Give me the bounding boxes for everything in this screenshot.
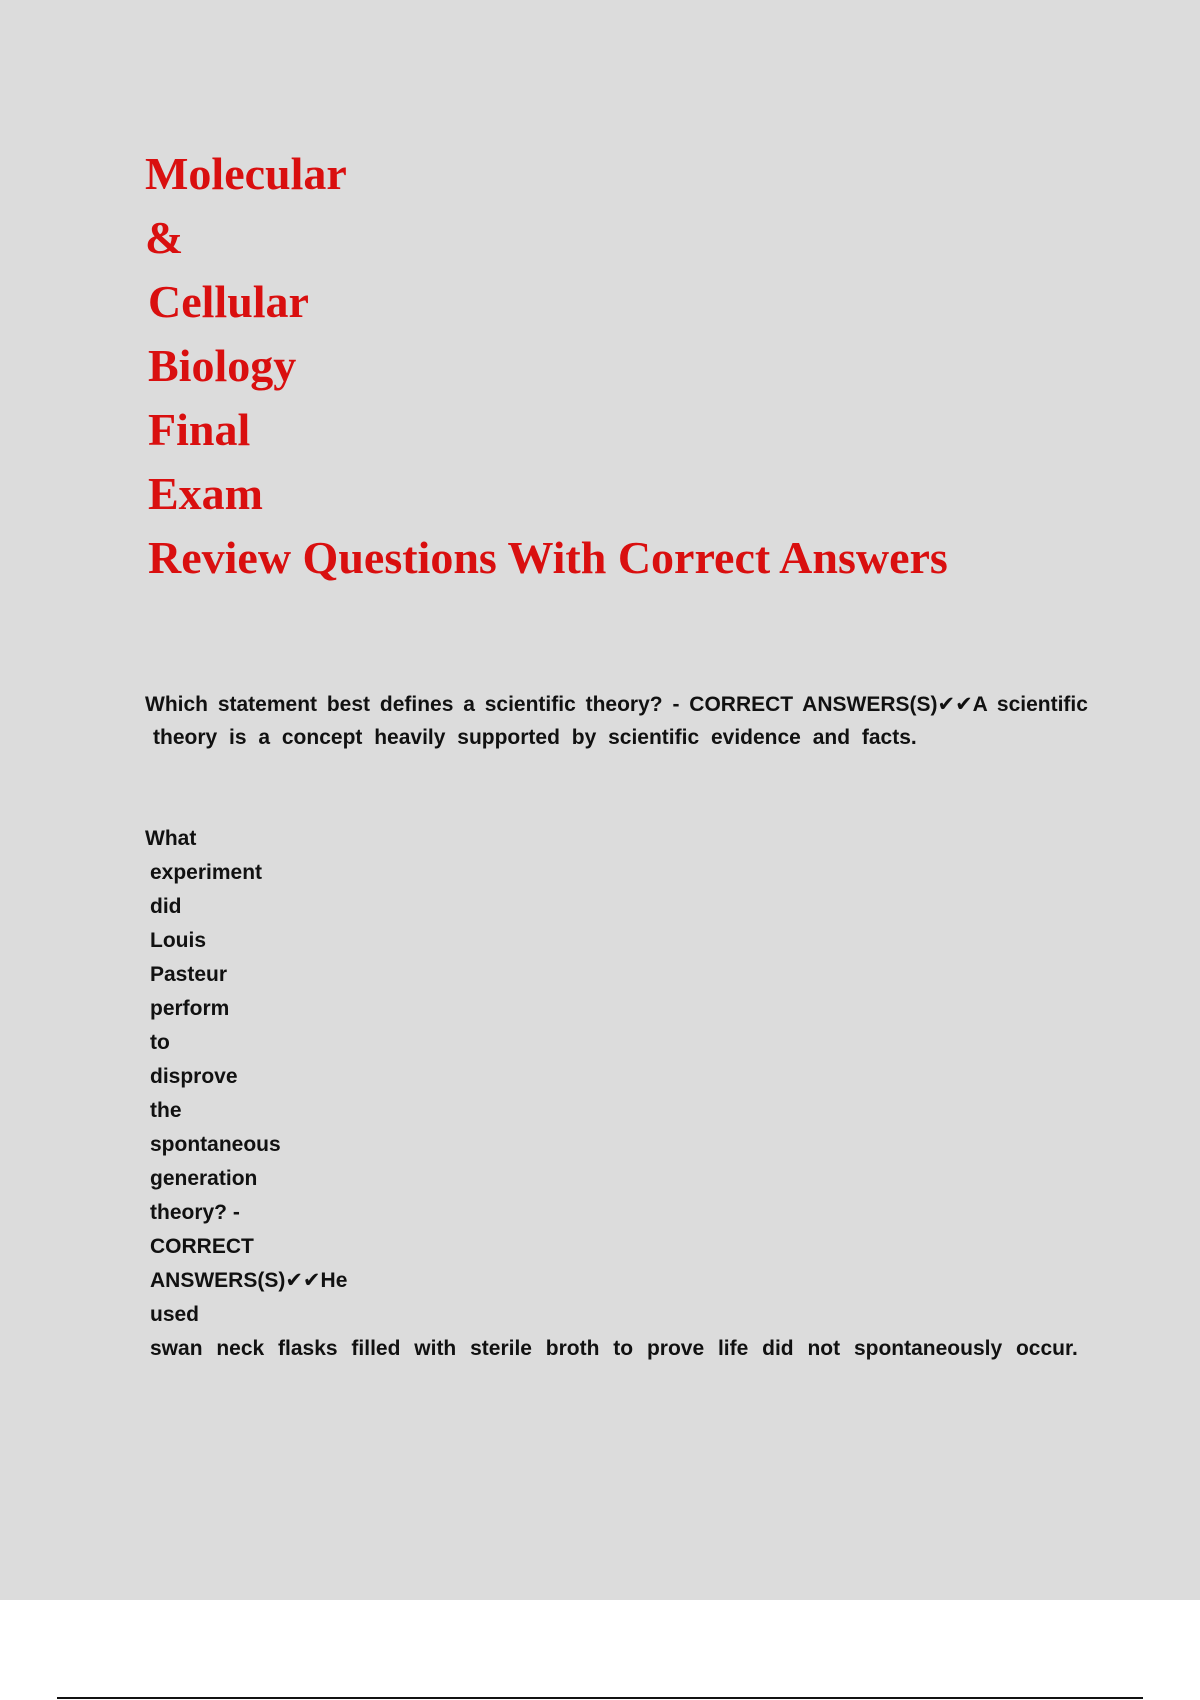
qa-line: generation bbox=[150, 1167, 258, 1190]
qa-line: theory is a concept heavily supported by scientific evidence and facts. bbox=[153, 726, 917, 749]
question-answer-1 bbox=[145, 688, 1087, 754]
qa-line: to bbox=[150, 1031, 170, 1054]
title-line: & bbox=[145, 212, 184, 263]
qa-line: perform bbox=[150, 997, 230, 1020]
footer-divider bbox=[57, 1697, 1143, 1699]
qa-line: the bbox=[150, 1099, 182, 1122]
qa-line: used bbox=[150, 1303, 200, 1326]
qa-line: ANSWERS(S)✔✔He bbox=[150, 1269, 348, 1292]
title-line: Final bbox=[148, 404, 251, 455]
qa-line: swan neck flasks filled with sterile broth to prove life did not spontaneously occur. bbox=[150, 1337, 1078, 1360]
question-answer-2 bbox=[145, 822, 1078, 1366]
title-line: Biology bbox=[148, 340, 297, 391]
document-title bbox=[145, 142, 948, 590]
qa-line: Pasteur bbox=[150, 963, 228, 986]
title-line: Molecular bbox=[145, 148, 347, 199]
qa-line: Which statement best defines a scientific theory? - CORRECT ANSWERS(S)✔✔A scientific bbox=[145, 693, 1088, 716]
qa-line: did bbox=[150, 895, 182, 918]
qa-line: theory? - bbox=[150, 1201, 240, 1224]
title-line: Cellular bbox=[148, 276, 309, 327]
qa-line: Louis bbox=[150, 929, 206, 952]
qa-line: spontaneous bbox=[150, 1133, 281, 1156]
qa-line: CORRECT bbox=[150, 1235, 254, 1258]
qa-line: disprove bbox=[150, 1065, 238, 1088]
qa-line: experiment bbox=[150, 861, 263, 884]
title-line: Exam bbox=[148, 468, 263, 519]
title-line: Review Questions With Correct Answers bbox=[148, 532, 948, 583]
qa-line: What bbox=[145, 827, 197, 850]
